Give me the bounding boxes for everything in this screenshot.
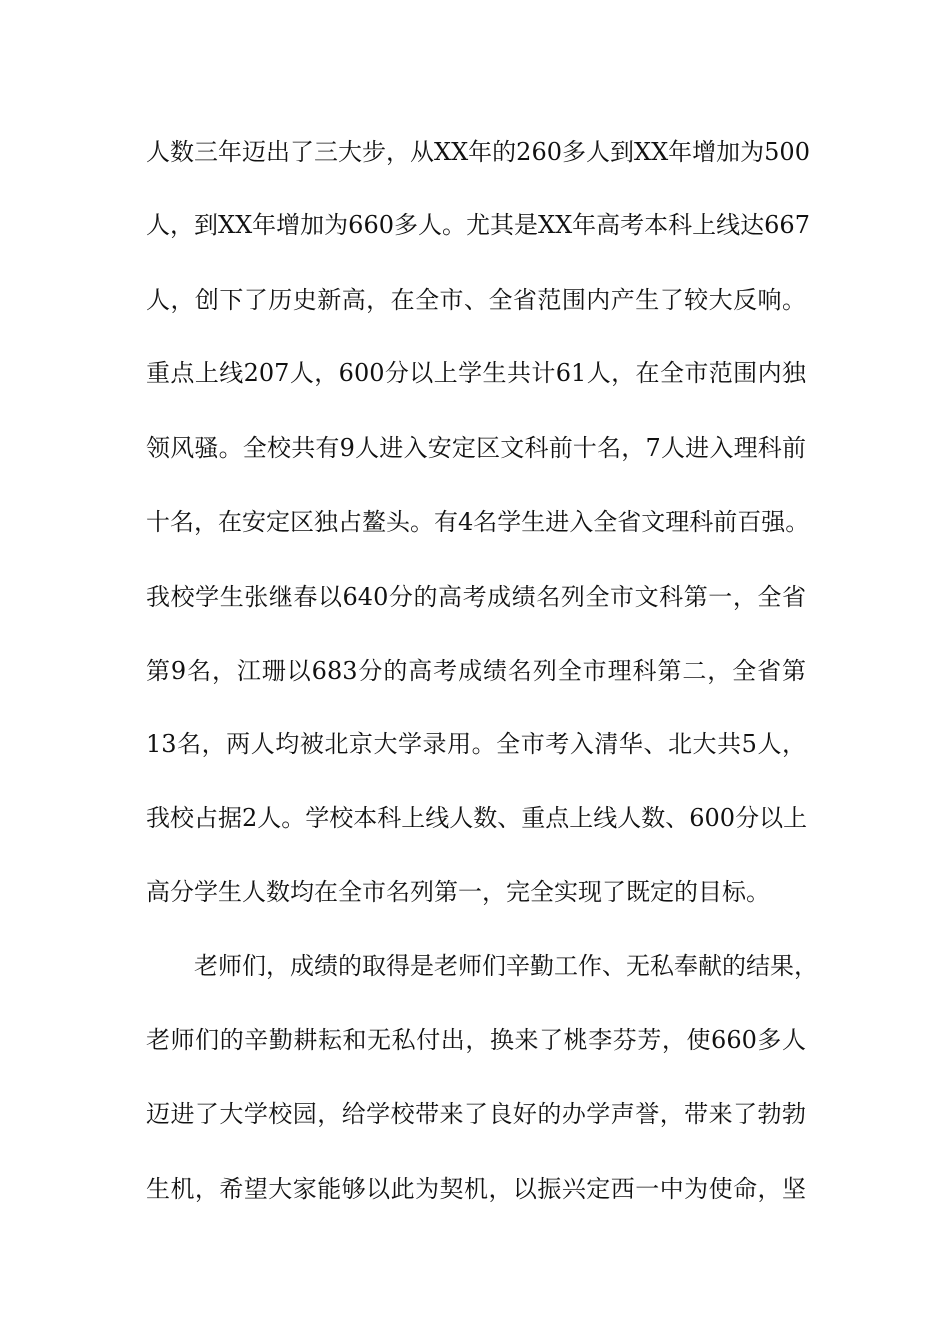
paragraph-line-11: 高分学生人数均在全市名列第一，完全实现了既定的目标。 <box>146 878 770 906</box>
paragraph-line-4: 重点上线207人，600分以上学生共计61人，在全市范围内独 <box>146 359 806 387</box>
paragraph-line-9: 13名，两人均被北京大学录用。全市考入清华、北大共5人， <box>146 730 806 758</box>
paragraph-line-2: 人，到XX年增加为660多人。尤其是XX年高考本科上线达667 <box>146 211 810 239</box>
paragraph-line-14: 迈进了大学校园，给学校带来了良好的办学声誉，带来了勃勃 <box>146 1100 806 1128</box>
paragraph-line-15: 生机，希望大家能够以此为契机，以振兴定西一中为使命，坚 <box>146 1175 806 1203</box>
paragraph-line-8: 第9名，江珊以683分的高考成绩名列全市理科第二，全省第 <box>146 657 806 685</box>
paragraph-line-3: 人，创下了历史新高，在全市、全省范围内产生了较大反响。 <box>146 286 806 314</box>
paragraph-line-12: 老师们，成绩的取得是老师们辛勤工作、无私奉献的结果， <box>194 952 818 980</box>
paragraph-line-5: 领风骚。全校共有9人进入安定区文科前十名，7人进入理科前 <box>146 434 806 462</box>
paragraph-line-6: 十名，在安定区独占鳌头。有4名学生进入全省文理科前百强。 <box>146 508 810 536</box>
paragraph-line-7: 我校学生张继春以640分的高考成绩名列全市文科第一，全省 <box>146 583 806 611</box>
paragraph-line-1: 人数三年迈出了三大步，从XX年的260多人到XX年增加为500 <box>146 138 810 166</box>
paragraph-line-13: 老师们的辛勤耕耘和无私付出，换来了桃李芬芳，使660多人 <box>146 1026 806 1054</box>
paragraph-line-10: 我校占据2人。学校本科上线人数、重点上线人数、600分以上 <box>146 804 808 832</box>
